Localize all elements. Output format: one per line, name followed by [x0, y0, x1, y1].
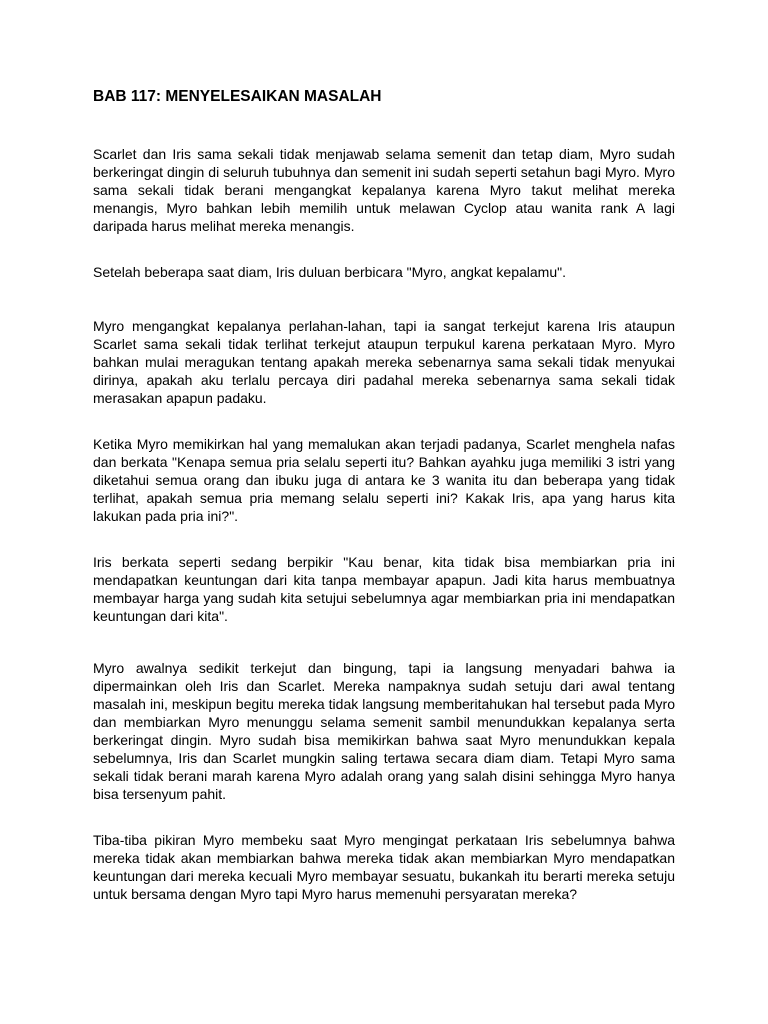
paragraph-3: Myro mengangkat kepalanya perlahan-lahan, tapi ia sangat terkejut karena Iris ataupun Scarlet sama sekali tidak terlihat terkejut ataupun terpukul karena perkataan Myro. Myro bahkan mulai meragukan tentang apakah mereka sebenarnya sama sekali tidak menyukai dirinya, apakah aku terlalu percaya diri padahal mereka sebenarnya sama sekali tidak merasakan apapun padaku. — [93, 318, 675, 406]
paragraph-5: Iris berkata seperti sedang berpikir "Kau benar, kita tidak bisa membiarkan pria ini mendapatkan keuntungan dari kita tanpa membayar apapun. Jadi kita harus membuatnya membayar harga yang sudah kita setujui sebelumnya agar membiarkan pria ini mendapatkan keuntungan dari kita". — [93, 554, 675, 624]
paragraph-6: Myro awalnya sedikit terkejut dan bingung, tapi ia langsung menyadari bahwa ia dipermainkan oleh Iris dan Scarlet. Mereka nampaknya sudah setuju dari awal tentang masalah ini, meskipun begitu mereka tidak langsung memberitahukan hal tersebut pada Myro dan membiarkan Myro menunggu selama semenit sambil menundukkan kepalanya serta berkeringat dingin. Myro sudah bisa memikirkan bahwa saat Myro menundukkan kepala sebelumnya, Iris dan Scarlet mungkin saling tertawa secara diam diam. Tetapi Myro sama sekali tidak berani marah karena Myro adalah orang yang salah disini sehingga Myro hanya bisa tersenyum pahit. — [93, 660, 675, 802]
paragraph-1: Scarlet dan Iris sama sekali tidak menjawab selama semenit dan tetap diam, Myro sudah berkeringat dingin di seluruh tubuhnya dan semenit ini sudah seperti setahun bagi Myro. Myro sama sekali tidak berani mengangkat kepalanya karena Myro takut melihat mereka menangis, Myro bahkan lebih memilih untuk melawan Cyclop atau wanita rank A lagi daripada harus melihat mereka menangis. — [93, 146, 675, 234]
paragraph-2: Setelah beberapa saat diam, Iris duluan berbicara "Myro, angkat kepalamu". — [93, 264, 566, 280]
chapter-title: BAB 117: MENYELESAIKAN MASALAH — [93, 88, 382, 105]
paragraph-7: Tiba-tiba pikiran Myro membeku saat Myro mengingat perkataan Iris sebelumnya bahwa mereka tidak akan membiarkan bahwa mereka tidak akan membiarkan Myro mendapatkan keuntungan dari mereka kecuali Myro membayar sesuatu, bukankah itu berarti mereka setuju untuk bersama dengan Myro tapi Myro harus memenuhi persyaratan mereka? — [93, 832, 675, 902]
paragraph-4: Ketika Myro memikirkan hal yang memalukan akan terjadi padanya, Scarlet menghela nafas dan berkata "Kenapa semua pria selalu seperti itu? Bahkan ayahku juga memiliki 3 istri yang diketahui semua orang dan ibuku juga di antara ke 3 wanita itu dan beberapa yang tidak terlihat, apakah semua pria memang selalu seperti ini? Kakak Iris, apa yang harus kita lakukan pada pria ini?". — [93, 436, 675, 524]
